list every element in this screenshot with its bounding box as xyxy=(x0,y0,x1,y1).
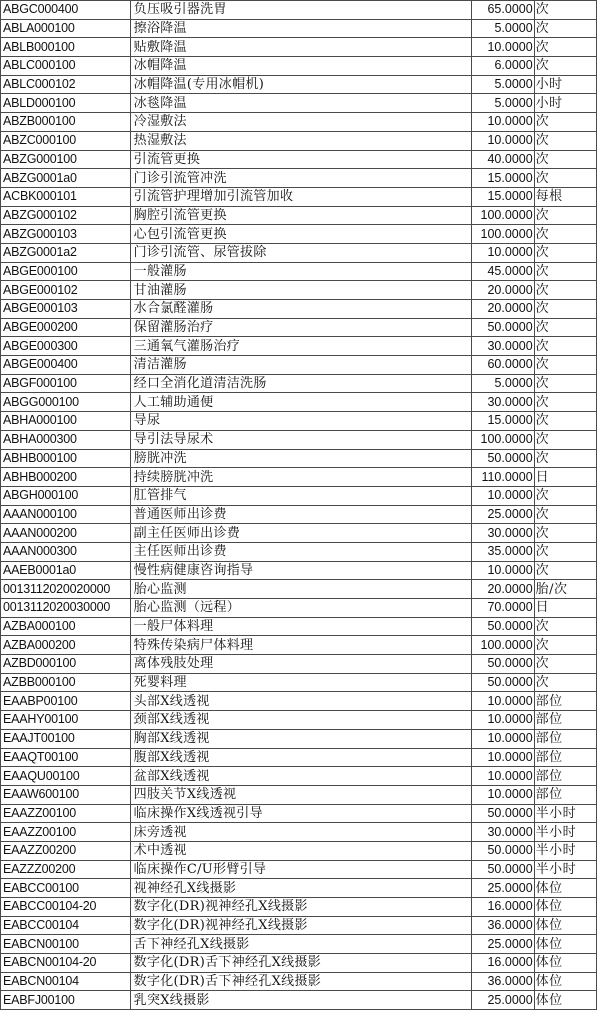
item-unit-cell: 体位 xyxy=(534,935,596,954)
item-code-cell: EABCN00104 xyxy=(1,972,131,991)
table-row xyxy=(1,281,597,300)
item-code-cell: AZBA000200 xyxy=(1,636,131,655)
item-price-cell: 70.0000 xyxy=(472,599,534,618)
item-code-cell: AZBB000100 xyxy=(1,673,131,692)
item-name-cell: 胎心监测（远程） xyxy=(130,599,472,618)
table-row xyxy=(1,561,597,580)
item-unit-cell: 次 xyxy=(534,243,596,262)
item-code-cell: ABZG0001a0 xyxy=(1,169,131,188)
item-name-cell: 保留灌肠治疗 xyxy=(130,318,472,337)
item-unit-cell: 部位 xyxy=(534,748,596,767)
item-unit-cell: 部位 xyxy=(534,785,596,804)
item-price-cell: 6.0000 xyxy=(472,57,534,76)
item-unit-cell: 次 xyxy=(534,449,596,468)
item-code-cell: EAAW600100 xyxy=(1,785,131,804)
item-code-cell: EAAZZ00100 xyxy=(1,804,131,823)
item-unit-cell: 次 xyxy=(534,131,596,150)
item-price-cell: 5.0000 xyxy=(472,75,534,94)
item-name-cell: 乳突X线摄影 xyxy=(130,991,472,1010)
table-row xyxy=(1,187,597,206)
item-code-cell: ABGE000300 xyxy=(1,337,131,356)
table-row xyxy=(1,150,597,169)
item-price-cell: 25.0000 xyxy=(472,879,534,898)
item-code-cell: AZBD000100 xyxy=(1,655,131,674)
item-name-cell: 肛管排气 xyxy=(130,486,472,505)
table-row xyxy=(1,206,597,225)
table-row xyxy=(1,879,597,898)
item-name-cell: 主任医师出诊费 xyxy=(130,542,472,561)
item-name-cell: 膀胱冲洗 xyxy=(130,449,472,468)
item-name-cell: 心包引流管更换 xyxy=(130,225,472,244)
item-name-cell: 人工辅助通便 xyxy=(130,393,472,412)
item-price-cell: 10.0000 xyxy=(472,113,534,132)
item-name-cell: 胎心监测 xyxy=(130,580,472,599)
item-price-cell: 5.0000 xyxy=(472,19,534,38)
item-price-cell: 36.0000 xyxy=(472,972,534,991)
item-price-cell: 16.0000 xyxy=(472,954,534,973)
item-name-cell: 特殊传染病尸体料理 xyxy=(130,636,472,655)
item-name-cell: 数字化(DR)舌下神经孔X线摄影 xyxy=(130,972,472,991)
item-code-cell: ABGE000400 xyxy=(1,356,131,375)
item-code-cell: EABCC00104 xyxy=(1,916,131,935)
item-price-cell: 100.0000 xyxy=(472,430,534,449)
table-row xyxy=(1,75,597,94)
table-row xyxy=(1,935,597,954)
item-price-cell: 10.0000 xyxy=(472,748,534,767)
item-code-cell: AAAN000100 xyxy=(1,505,131,524)
table-row xyxy=(1,262,597,281)
item-unit-cell: 次 xyxy=(534,262,596,281)
table-row xyxy=(1,468,597,487)
item-code-cell: ABLB000100 xyxy=(1,38,131,57)
table-row xyxy=(1,337,597,356)
table-row xyxy=(1,393,597,412)
item-name-cell: 数字化(DR)视神经孔X线摄影 xyxy=(130,916,472,935)
item-code-cell: ABLA000100 xyxy=(1,19,131,38)
item-unit-cell: 次 xyxy=(534,169,596,188)
item-price-cell: 20.0000 xyxy=(472,281,534,300)
item-code-cell: ABHB000100 xyxy=(1,449,131,468)
table-row xyxy=(1,38,597,57)
item-unit-cell: 次 xyxy=(534,636,596,655)
item-code-cell: ABGE000102 xyxy=(1,281,131,300)
item-name-cell: 临床操作C/U形臂引导 xyxy=(130,860,472,879)
item-unit-cell: 体位 xyxy=(534,879,596,898)
item-name-cell: 清洁灌肠 xyxy=(130,356,472,375)
item-unit-cell: 半小时 xyxy=(534,823,596,842)
table-row xyxy=(1,225,597,244)
table-row xyxy=(1,636,597,655)
item-name-cell: 床旁透视 xyxy=(130,823,472,842)
item-name-cell: 引流管护理增加引流管加收 xyxy=(130,187,472,206)
table-row xyxy=(1,449,597,468)
item-unit-cell: 次 xyxy=(534,113,596,132)
item-price-cell: 10.0000 xyxy=(472,729,534,748)
table-row xyxy=(1,580,597,599)
item-name-cell: 盆部X线透视 xyxy=(130,767,472,786)
item-code-cell: 0013112020030000 xyxy=(1,599,131,618)
table-row xyxy=(1,841,597,860)
item-unit-cell: 体位 xyxy=(534,954,596,973)
table-row xyxy=(1,374,597,393)
item-code-cell: EAAZZ00100 xyxy=(1,823,131,842)
table-row xyxy=(1,972,597,991)
table-row xyxy=(1,804,597,823)
item-unit-cell: 小时 xyxy=(534,75,596,94)
item-unit-cell: 次 xyxy=(534,655,596,674)
item-price-cell: 50.0000 xyxy=(472,673,534,692)
item-code-cell: ABZG000100 xyxy=(1,150,131,169)
item-unit-cell: 次 xyxy=(534,374,596,393)
item-name-cell: 冰帽降温 xyxy=(130,57,472,76)
item-price-cell: 15.0000 xyxy=(472,412,534,431)
item-code-cell: EABCN00100 xyxy=(1,935,131,954)
item-name-cell: 头部X线透视 xyxy=(130,692,472,711)
table-row xyxy=(1,243,597,262)
item-code-cell: ABZC000100 xyxy=(1,131,131,150)
item-price-cell: 10.0000 xyxy=(472,131,534,150)
item-unit-cell: 体位 xyxy=(534,972,596,991)
item-code-cell: EAAZZ00200 xyxy=(1,841,131,860)
item-code-cell: ABGF000100 xyxy=(1,374,131,393)
item-price-cell: 40.0000 xyxy=(472,150,534,169)
item-price-cell: 30.0000 xyxy=(472,393,534,412)
item-unit-cell: 半小时 xyxy=(534,804,596,823)
table-row xyxy=(1,599,597,618)
item-code-cell: ACBK000101 xyxy=(1,187,131,206)
item-name-cell: 四肢关节X线透视 xyxy=(130,785,472,804)
item-name-cell: 门诊引流管冲洗 xyxy=(130,169,472,188)
item-code-cell: ABZG0001a2 xyxy=(1,243,131,262)
item-price-cell: 10.0000 xyxy=(472,767,534,786)
item-unit-cell: 次 xyxy=(534,19,596,38)
table-row xyxy=(1,505,597,524)
item-name-cell: 经口全消化道清洁洗肠 xyxy=(130,374,472,393)
item-code-cell: ABZB000100 xyxy=(1,113,131,132)
item-unit-cell: 胎/次 xyxy=(534,580,596,599)
item-name-cell: 普通医师出诊费 xyxy=(130,505,472,524)
item-code-cell: ABGC000400 xyxy=(1,1,131,20)
item-name-cell: 导尿 xyxy=(130,412,472,431)
item-price-cell: 15.0000 xyxy=(472,187,534,206)
item-unit-cell: 次 xyxy=(534,524,596,543)
item-name-cell: 冰帽降温(专用冰帽机) xyxy=(130,75,472,94)
item-name-cell: 一般灌肠 xyxy=(130,262,472,281)
item-code-cell: EAAQT00100 xyxy=(1,748,131,767)
table-row xyxy=(1,954,597,973)
item-code-cell: ABLD000100 xyxy=(1,94,131,113)
item-code-cell: ABHB000200 xyxy=(1,468,131,487)
item-price-cell: 50.0000 xyxy=(472,860,534,879)
item-name-cell: 离体残肢处理 xyxy=(130,655,472,674)
item-code-cell: EABCN00104-20 xyxy=(1,954,131,973)
item-price-cell: 25.0000 xyxy=(472,991,534,1010)
table-row xyxy=(1,991,597,1010)
table-row xyxy=(1,169,597,188)
item-price-cell: 30.0000 xyxy=(472,524,534,543)
table-row xyxy=(1,113,597,132)
item-name-cell: 数字化(DR)舌下神经孔X线摄影 xyxy=(130,954,472,973)
item-name-cell: 门诊引流管、尿管拔除 xyxy=(130,243,472,262)
item-code-cell: AAAN000200 xyxy=(1,524,131,543)
item-name-cell: 胸部X线透视 xyxy=(130,729,472,748)
item-name-cell: 热湿敷法 xyxy=(130,131,472,150)
item-price-cell: 10.0000 xyxy=(472,486,534,505)
item-code-cell: 0013112020020000 xyxy=(1,580,131,599)
table-row xyxy=(1,524,597,543)
item-unit-cell: 次 xyxy=(534,225,596,244)
table-row xyxy=(1,898,597,917)
item-price-cell: 35.0000 xyxy=(472,542,534,561)
item-unit-cell: 次 xyxy=(534,300,596,319)
item-unit-cell: 部位 xyxy=(534,711,596,730)
item-price-cell: 50.0000 xyxy=(472,449,534,468)
item-unit-cell: 部位 xyxy=(534,729,596,748)
item-unit-cell: 半小时 xyxy=(534,860,596,879)
item-name-cell: 三通氧气灌肠治疗 xyxy=(130,337,472,356)
item-price-cell: 5.0000 xyxy=(472,374,534,393)
item-price-cell: 30.0000 xyxy=(472,823,534,842)
item-price-cell: 110.0000 xyxy=(472,468,534,487)
table-row xyxy=(1,916,597,935)
table-row xyxy=(1,486,597,505)
table-row xyxy=(1,823,597,842)
table-row xyxy=(1,692,597,711)
table-row xyxy=(1,711,597,730)
item-unit-cell: 小时 xyxy=(534,94,596,113)
table-row xyxy=(1,673,597,692)
item-name-cell: 负压吸引器洗胃 xyxy=(130,1,472,20)
item-unit-cell: 次 xyxy=(534,412,596,431)
item-code-cell: EAZZZ00200 xyxy=(1,860,131,879)
item-unit-cell: 次 xyxy=(534,337,596,356)
fee-table-body xyxy=(1,1,597,1010)
item-price-cell: 45.0000 xyxy=(472,262,534,281)
item-name-cell: 死婴料理 xyxy=(130,673,472,692)
table-row xyxy=(1,542,597,561)
item-price-cell: 10.0000 xyxy=(472,243,534,262)
item-unit-cell: 次 xyxy=(534,318,596,337)
item-unit-cell: 次 xyxy=(534,561,596,580)
table-row xyxy=(1,19,597,38)
item-name-cell: 术中透视 xyxy=(130,841,472,860)
item-unit-cell: 次 xyxy=(534,673,596,692)
item-price-cell: 10.0000 xyxy=(472,38,534,57)
item-name-cell: 擦浴降温 xyxy=(130,19,472,38)
item-unit-cell: 次 xyxy=(534,393,596,412)
item-price-cell: 15.0000 xyxy=(472,169,534,188)
item-unit-cell: 每根 xyxy=(534,187,596,206)
table-row xyxy=(1,655,597,674)
item-unit-cell: 部位 xyxy=(534,692,596,711)
item-price-cell: 100.0000 xyxy=(472,636,534,655)
item-price-cell: 100.0000 xyxy=(472,206,534,225)
item-code-cell: EAAQU00100 xyxy=(1,767,131,786)
item-price-cell: 50.0000 xyxy=(472,617,534,636)
item-name-cell: 腹部X线透视 xyxy=(130,748,472,767)
item-unit-cell: 次 xyxy=(534,150,596,169)
item-unit-cell: 部位 xyxy=(534,767,596,786)
item-price-cell: 16.0000 xyxy=(472,898,534,917)
item-price-cell: 50.0000 xyxy=(472,318,534,337)
table-row xyxy=(1,860,597,879)
item-name-cell: 数字化(DR)视神经孔X线摄影 xyxy=(130,898,472,917)
item-price-cell: 10.0000 xyxy=(472,561,534,580)
item-price-cell: 36.0000 xyxy=(472,916,534,935)
item-name-cell: 水合氯醛灌肠 xyxy=(130,300,472,319)
item-name-cell: 冰毯降温 xyxy=(130,94,472,113)
table-row xyxy=(1,412,597,431)
item-price-cell: 60.0000 xyxy=(472,356,534,375)
item-code-cell: AAAN000300 xyxy=(1,542,131,561)
item-unit-cell: 日 xyxy=(534,468,596,487)
item-code-cell: ABZG000103 xyxy=(1,225,131,244)
item-unit-cell: 次 xyxy=(534,617,596,636)
item-price-cell: 25.0000 xyxy=(472,505,534,524)
item-unit-cell: 体位 xyxy=(534,991,596,1010)
item-code-cell: EAAHY00100 xyxy=(1,711,131,730)
item-price-cell: 10.0000 xyxy=(472,692,534,711)
item-code-cell: ABHA000300 xyxy=(1,430,131,449)
table-row xyxy=(1,94,597,113)
table-row xyxy=(1,1,597,20)
table-row xyxy=(1,318,597,337)
item-code-cell: ABZG000102 xyxy=(1,206,131,225)
item-code-cell: ABGE000200 xyxy=(1,318,131,337)
table-row xyxy=(1,617,597,636)
item-price-cell: 50.0000 xyxy=(472,655,534,674)
item-name-cell: 一般尸体料理 xyxy=(130,617,472,636)
item-name-cell: 冷湿敷法 xyxy=(130,113,472,132)
item-unit-cell: 次 xyxy=(534,281,596,300)
table-row xyxy=(1,131,597,150)
table-row xyxy=(1,430,597,449)
item-code-cell: ABLC000100 xyxy=(1,57,131,76)
item-unit-cell: 次 xyxy=(534,430,596,449)
item-unit-cell: 体位 xyxy=(534,898,596,917)
item-name-cell: 视神经孔X线摄影 xyxy=(130,879,472,898)
table-row xyxy=(1,356,597,375)
item-unit-cell: 日 xyxy=(534,599,596,618)
item-code-cell: EAABP00100 xyxy=(1,692,131,711)
item-price-cell: 30.0000 xyxy=(472,337,534,356)
item-code-cell: EAAJT00100 xyxy=(1,729,131,748)
item-price-cell: 50.0000 xyxy=(472,804,534,823)
item-name-cell: 颈部X线透视 xyxy=(130,711,472,730)
item-code-cell: ABGE000100 xyxy=(1,262,131,281)
item-price-cell: 10.0000 xyxy=(472,785,534,804)
item-unit-cell: 次 xyxy=(534,542,596,561)
item-unit-cell: 次 xyxy=(534,356,596,375)
item-name-cell: 副主任医师出诊费 xyxy=(130,524,472,543)
item-unit-cell: 次 xyxy=(534,505,596,524)
item-unit-cell: 次 xyxy=(534,486,596,505)
item-code-cell: ABGE000103 xyxy=(1,300,131,319)
item-name-cell: 甘油灌肠 xyxy=(130,281,472,300)
item-code-cell: EABCC00100 xyxy=(1,879,131,898)
item-code-cell: AZBA000100 xyxy=(1,617,131,636)
item-price-cell: 100.0000 xyxy=(472,225,534,244)
table-row xyxy=(1,729,597,748)
item-price-cell: 20.0000 xyxy=(472,300,534,319)
item-name-cell: 持续膀胱冲洗 xyxy=(130,468,472,487)
item-unit-cell: 半小时 xyxy=(534,841,596,860)
item-price-cell: 5.0000 xyxy=(472,94,534,113)
item-unit-cell: 体位 xyxy=(534,916,596,935)
item-price-cell: 65.0000 xyxy=(472,1,534,20)
item-name-cell: 引流管更换 xyxy=(130,150,472,169)
item-price-cell: 50.0000 xyxy=(472,841,534,860)
item-name-cell: 胸腔引流管更换 xyxy=(130,206,472,225)
item-code-cell: ABLC000102 xyxy=(1,75,131,94)
item-name-cell: 贴敷降温 xyxy=(130,38,472,57)
item-name-cell: 慢性病健康咨询指导 xyxy=(130,561,472,580)
item-unit-cell: 次 xyxy=(534,57,596,76)
item-name-cell: 舌下神经孔X线摄影 xyxy=(130,935,472,954)
item-code-cell: AAEB0001a0 xyxy=(1,561,131,580)
item-price-cell: 25.0000 xyxy=(472,935,534,954)
item-code-cell: EABFJ00100 xyxy=(1,991,131,1010)
table-row xyxy=(1,748,597,767)
table-row xyxy=(1,767,597,786)
item-unit-cell: 次 xyxy=(534,206,596,225)
table-row xyxy=(1,57,597,76)
table-row xyxy=(1,785,597,804)
table-row xyxy=(1,300,597,319)
item-name-cell: 临床操作X线透视引导 xyxy=(130,804,472,823)
item-price-cell: 10.0000 xyxy=(472,711,534,730)
item-unit-cell: 次 xyxy=(534,1,596,20)
item-code-cell: EABCC00104-20 xyxy=(1,898,131,917)
item-code-cell: ABHA000100 xyxy=(1,412,131,431)
item-unit-cell: 次 xyxy=(534,38,596,57)
item-price-cell: 20.0000 xyxy=(472,580,534,599)
item-code-cell: ABGH000100 xyxy=(1,486,131,505)
item-name-cell: 导引法导尿术 xyxy=(130,430,472,449)
item-code-cell: ABGG000100 xyxy=(1,393,131,412)
